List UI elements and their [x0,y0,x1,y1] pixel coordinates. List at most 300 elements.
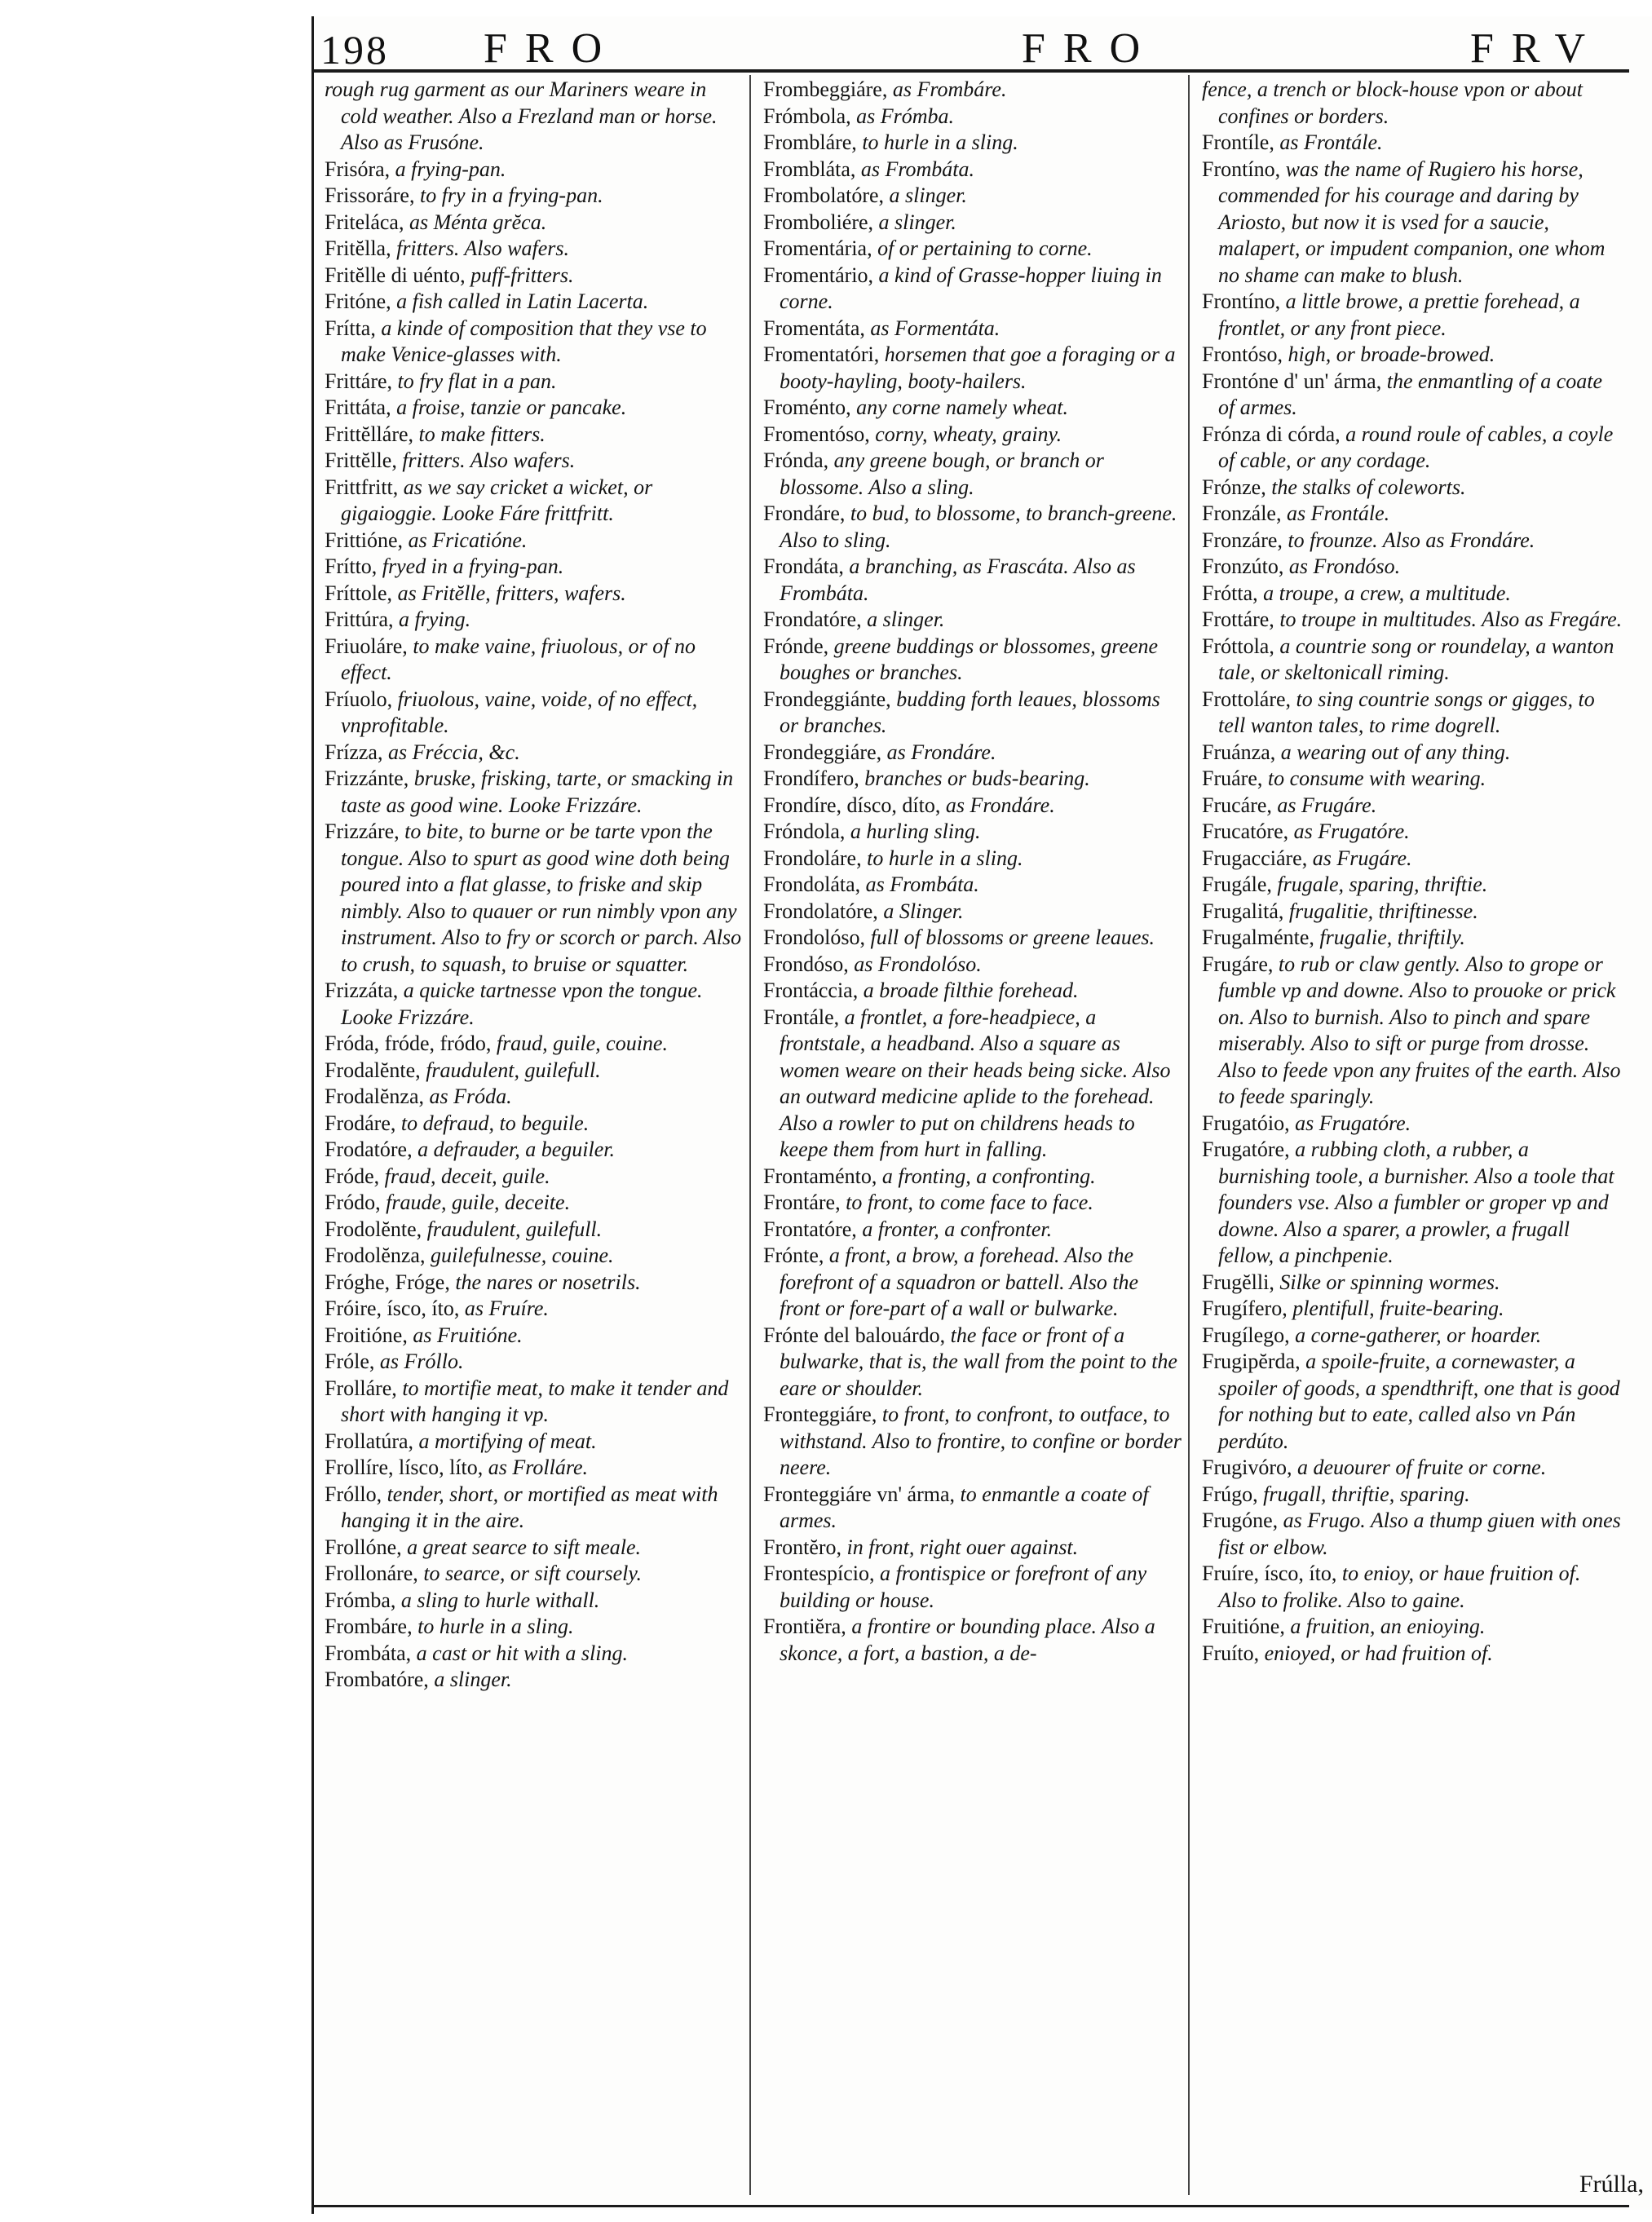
dictionary-entry [1202,342,1623,369]
entry-definition: the face or front of a bulwarke, that is, the wall from the point to the eare or shoulder. [780,1323,1177,1400]
entry-headword: Frondolatóre, [763,899,878,923]
dictionary-entry [763,1190,1184,1217]
entry-headword: Frissoráre, [325,183,415,207]
entry-headword: Frontíno, [1202,157,1281,181]
entry-headword: Fruíre, ísco, íto, [1202,1562,1337,1585]
dictionary-entry [1202,554,1623,581]
entry-headword: Frónde, [763,634,829,658]
entry-headword: Frodolĕnte, [325,1217,422,1241]
entry-definition: a countrie song or roundelay, a wanton tale, or skeltonicall riming. [1218,634,1614,684]
entry-definition: as Frugáre. [1312,846,1412,870]
dictionary-entry [325,448,745,475]
entry-headword: Fromentóso, [763,422,870,446]
entry-headword: Fritĕlla, [325,236,391,260]
dictionary-entry [763,1561,1184,1614]
entry-definition: Silke or spinning wormes. [1279,1270,1500,1294]
entry-definition: to searce, or sift coursely. [423,1562,642,1585]
dictionary-entry [1202,952,1623,1111]
dictionary-entry [325,607,745,634]
entry-definition: a slinger. [878,210,956,234]
entry-definition: fence, a trench or block-house vpon or about confines or borders. [1202,77,1583,128]
entry-headword: Frugífero, [1202,1297,1288,1320]
entry-definition: a Slinger. [883,899,964,923]
dictionary-entry [325,528,745,554]
entry-definition: fraud, deceit, guile. [384,1164,550,1188]
entry-definition: as Ménta grĕca. [409,210,547,234]
entry-headword: Frucatóre, [1202,819,1289,843]
entry-headword: Frodáre, [325,1111,396,1135]
entry-headword: Fronzále, [1202,501,1282,525]
entry-definition: as Frugatóre. [1295,1111,1411,1135]
dictionary-entry [763,793,1184,819]
entry-headword: Friuoláre, [325,634,408,658]
entry-definition: as Fruitióne. [413,1323,523,1347]
dictionary-entry [763,157,1184,183]
dictionary-entry [1202,925,1623,952]
entry-headword: Frugalitá, [1202,899,1284,923]
dictionary-entry [325,1296,745,1323]
entry-definition: as Frondóso. [1288,554,1401,578]
entry-definition: a mortifying of meat. [418,1429,597,1453]
entry-headword: Fronteggiáre vn' árma, [763,1482,955,1506]
dictionary-entry [325,819,745,978]
entry-definition: as Frómba. [856,104,955,128]
dictionary-entry [325,1058,745,1084]
entry-headword: Frombláre, [763,130,857,154]
entry-definition: to enioy, or haue fruition of. Also to frolike. Also to gaine. [1218,1562,1581,1612]
entry-definition: a front, a brow, a forehead. Also the forefront of a squadron or battell. Also the front or fore-part of a wall or bulwarke. [780,1244,1139,1320]
entry-headword: Frugílego, [1202,1323,1290,1347]
entry-definition: a slinger. [867,607,945,631]
entry-definition: as Frondáre. [886,740,996,764]
entry-headword: Frucáre, [1202,793,1272,817]
entry-definition: fritters. Also wafers. [396,236,569,260]
entry-headword: Frodalĕnte, [325,1058,421,1082]
dictionary-entry [1202,501,1623,528]
dictionary-entry [325,1588,745,1615]
header-guide-right: FRV [1470,25,1603,72]
dictionary-entry [763,1217,1184,1244]
dictionary-entry [325,634,745,687]
entry-definition: a kinde of composition that they vse to make Venice-glasses with. [341,316,707,366]
dictionary-entry [763,448,1184,501]
entry-definition: to hurle in a sling. [867,846,1023,870]
entry-definition: to consume with wearing. [1267,766,1486,790]
entry-headword: Frugále, [1202,872,1272,896]
entry-definition: a sling to hurle withall. [400,1588,600,1612]
entry-definition: as Frugáre. [1277,793,1377,817]
entry-headword: Frómba, [325,1588,396,1612]
entry-headword: Frondeggiáre, [763,740,882,764]
dictionary-entry [325,1561,745,1588]
catchword: Frúlla, [1579,2171,1644,2198]
entry-definition: was the name of Rugiero his horse, commended for his courage and daring by Ariosto, but now it is vsed for a saucie, malapert, or impudent companion, one whom no shame can make to blush. [1218,157,1606,287]
entry-definition: to frounze. Also as Frondáre. [1288,528,1535,552]
entry-definition: to enmantle a coate of armes. [780,1482,1149,1532]
entry-definition: fritters. Also wafers. [402,448,576,472]
entry-headword: Frónte, [763,1244,824,1267]
dictionary-entry [325,1323,745,1350]
entry-definition: as Frolláre. [488,1456,589,1479]
entry-definition: as Frontále. [1286,501,1390,525]
dictionary-entry [763,1402,1184,1482]
dictionary-entry [1202,581,1623,607]
entry-definition: of or pertaining to corne. [877,236,1093,260]
page-rule-left [311,16,314,2214]
dictionary-entry [1202,1111,1623,1138]
entry-definition: as Fréccia, &c. [387,740,520,764]
dictionary-entry [325,1667,745,1694]
entry-headword: Frondolóso, [763,925,865,949]
dictionary-entry [325,1482,745,1535]
entry-definition: bruske, frisking, tarte, or smacking in taste as good wine. Looke Frizzáre. [341,766,734,817]
entry-definition: to hurle in a sling. [417,1615,574,1638]
entry-definition: to front, to confront, to outface, to withstand. Also to frontire, to confine or border neere. [780,1403,1182,1479]
entry-definition: a fronting, a confronting. [881,1164,1096,1188]
dictionary-entry [763,634,1184,687]
entry-definition: to front, to come face to face. [846,1191,1093,1214]
entry-definition: a fish called in Latin Lacerta. [396,289,649,313]
entry-definition: a frontlet, a fore-headpiece, a frontstale, a headband. Also a square as women weare on their heads being sicke. Also an outward medicine aplide to the forehead. Also a rowler to put on childrens heads to keepe them from hurt in falling. [780,1005,1171,1161]
dictionary-entry [763,77,1184,104]
dictionary-entry [1202,687,1623,740]
entry-definition: a defrauder, a beguiler. [417,1138,616,1161]
dictionary-entry [1202,1614,1623,1641]
entry-headword: Frottáre, [1202,607,1274,631]
dictionary-entry [763,766,1184,793]
entry-definition: as Frondolóso. [854,952,982,976]
entry-definition: fryed in a frying-pan. [382,554,564,578]
entry-headword: Frondífero, [763,766,859,790]
entry-definition: a corne-gatherer, or hoarder. [1295,1323,1542,1347]
dictionary-entry [1202,1323,1623,1350]
entry-headword: Frondóso, [763,952,849,976]
dictionary-entry [763,1164,1184,1191]
dictionary-entry [325,1031,745,1058]
entry-headword: Frizzáre, [325,819,400,843]
dictionary-entry [1202,634,1623,687]
dictionary-entry [325,1270,745,1297]
entry-headword: Fróire, ísco, íto, [325,1297,460,1320]
entry-headword: Frollíre, lísco, líto, [325,1456,484,1479]
dictionary-entry [763,104,1184,130]
entry-definition: any corne namely wheat. [856,395,1069,419]
dictionary-entry [763,740,1184,766]
dictionary-entry [763,1323,1184,1403]
entry-headword: Frugatóio, [1202,1111,1290,1135]
entry-definition: guilefulnesse, couine. [430,1244,614,1267]
entry-definition: to sing countrie songs or gigges, to tell wanton tales, to rime dogrell. [1218,687,1595,737]
column-divider [749,75,751,2195]
entry-definition: to make vaine, friuolous, or of no effect. [341,634,696,684]
entry-headword: Frittúra, [325,607,394,631]
entry-headword: Frombeggiáre, [763,77,888,101]
entry-headword: Fromentatóri, [763,342,880,366]
entry-headword: Froitióne, [325,1323,408,1347]
entry-definition: a quicke tartnesse vpon the tongue. Looke Frizzáre. [341,978,703,1029]
entry-headword: Frontatóre, [763,1217,857,1241]
entry-headword: Frondíre, dísco, díto, [763,793,941,817]
dictionary-entry [325,369,745,395]
dictionary-entry [325,395,745,422]
entry-headword: Frontaménto, [763,1164,877,1188]
dictionary-entry [1202,1508,1623,1561]
entry-definition: to defraud, to beguile. [400,1111,590,1135]
entry-definition: enioyed, or had fruition of. [1264,1641,1493,1665]
dictionary-entry [763,899,1184,925]
entry-definition: as Frugo. Also a thump giuen with ones fist or elbow. [1218,1509,1621,1559]
entry-headword: Frondatóre, [763,607,862,631]
entry-headword: Fromentáta, [763,316,865,340]
entry-definition: to rub or claw gently. Also to grope or fumble vp and downe. Also to prouoke or prick on. Also to burnish. Also to pinch and spare miserably. Also to sift or purge from drosse. Also to feede vpon any fruites of the earth. Also to feede sparingly. [1218,952,1621,1108]
dictionary-entry [325,1111,745,1138]
dictionary-entry [325,687,745,740]
dictionary-entry [763,501,1184,554]
dictionary-entry [1202,1455,1623,1482]
dictionary-entry [1202,740,1623,766]
page-rule-bottom [312,2205,1629,2207]
entry-headword: Frombatóre, [325,1668,429,1691]
entry-definition: as Fricatióne. [408,528,528,552]
entry-headword: Frónda, [763,448,829,472]
entry-headword: Frittĕlle, [325,448,397,472]
dictionary-entry [1202,766,1623,793]
entry-definition: high, or broade-browed. [1288,342,1495,366]
entry-definition: to mortifie meat, to make it tender and short with hanging it vp. [341,1376,729,1426]
dictionary-entry [325,475,745,528]
dictionary-entry [325,581,745,607]
entry-definition: as we say cricket a wicket, or gigaioggie. Looke Fáre frittfritt. [341,475,653,525]
dictionary-entry [1202,793,1623,819]
dictionary-entry [325,766,745,819]
entry-definition: as Frondáre. [945,793,1055,817]
entry-headword: Frombolatóre, [763,183,885,207]
entry-definition: as Frontále. [1279,130,1383,154]
dictionary-entry [325,183,745,210]
entry-definition: to bite, to burne or be tarte vpon the tongue. Also to spurt as good wine doth being poured into a flat glasse, to friske and skip nimbly. Also to quauer or run nimbly vpon any instrument. Also to fry or scorch or parch. Also to crush, to squash, to bruise or squatter. [341,819,742,976]
entry-definition: branches or buds-bearing. [864,766,1090,790]
dictionary-entry [1202,77,1623,130]
entry-definition: frugale, sparing, thriftie. [1277,872,1488,896]
dictionary-entry [325,1376,745,1429]
entry-headword: Frízza, [325,740,383,764]
entry-definition: a slinger. [889,183,967,207]
dictionary-entry [763,846,1184,872]
entry-definition: to bud, to blossome, to branch-greene. Also to sling. [780,501,1177,552]
entry-headword: Frontáccia, [763,978,859,1002]
dictionary-entry [763,183,1184,210]
entry-headword: Frizzánte, [325,766,409,790]
dictionary-entry [325,210,745,236]
dictionary-entry [1202,130,1623,157]
dictionary-entry [325,289,745,316]
entry-definition: fraud, guile, couine. [496,1031,668,1055]
entry-definition: a spoile-fruite, a cornewaster, a spoiler of goods, a spendthrift, one that is good for nothing but to eate, called also vn Pán perdúto. [1218,1350,1620,1453]
entry-headword: Frottoláre, [1202,687,1292,711]
entry-headword: Frondoláre, [763,846,862,870]
entry-headword: Frugalménte, [1202,925,1314,949]
entry-headword: Fronteggiáre, [763,1403,877,1426]
dictionary-entry [325,740,745,766]
entry-headword: Frodatóre, [325,1138,413,1161]
entry-headword: Frontóne d' un' árma, [1202,369,1382,393]
dictionary-entry [763,1005,1184,1164]
dictionary-entry [325,1190,745,1217]
dictionary-entry [325,263,745,289]
entry-headword: Fróghe, Fróge, [325,1270,450,1294]
entry-headword: Frontiĕra, [763,1615,846,1638]
entry-headword: Fródo, [325,1191,381,1214]
entry-headword: Frontáre, [763,1191,841,1214]
entry-definition: as Frombáta. [865,872,979,896]
entry-headword: Frugóne, [1202,1509,1279,1532]
entry-definition: puff-fritters. [470,263,574,287]
entry-definition: as Frugatóre. [1293,819,1410,843]
dictionary-column-3 [1202,77,1623,1667]
dictionary-entry [763,952,1184,978]
entry-headword: Frombáta, [325,1641,412,1665]
dictionary-entry [763,872,1184,899]
dictionary-entry [1202,819,1623,846]
entry-headword: Frondeggiánte, [763,687,891,711]
entry-headword: Frontíle, [1202,130,1274,154]
dictionary-entry [1202,1641,1623,1668]
dictionary-entry [1202,157,1623,289]
entry-headword: Fronzúto, [1202,554,1284,578]
entry-headword: Frómbola, [763,104,851,128]
entry-headword: Fróttola, [1202,634,1274,658]
dictionary-entry [325,1217,745,1244]
dictionary-entry [1202,1296,1623,1323]
entry-definition: friuolous, vaine, voide, of no effect, vnprofitable. [341,687,698,737]
entry-headword: Frollatúra, [325,1429,414,1453]
entry-headword: Friteláca, [325,210,404,234]
entry-headword: Frugatóre, [1202,1138,1290,1161]
entry-headword: Frontíno, [1202,289,1281,313]
entry-headword: Frombáre, [325,1615,413,1638]
dictionary-entry [763,1482,1184,1535]
entry-definition: to fry flat in a pan. [397,369,557,393]
dictionary-entry [325,1164,745,1191]
entry-headword: Frodolĕnza, [325,1244,426,1267]
entry-definition: full of blossoms or greene leaues. [870,925,1155,949]
entry-headword: Fruíto, [1202,1641,1260,1665]
dictionary-entry [1202,1561,1623,1614]
entry-headword: Frizzáta, [325,978,399,1002]
dictionary-entry [325,1137,745,1164]
entry-headword: Frittióne, [325,528,404,552]
entry-definition: to hurle in a sling. [862,130,1018,154]
dictionary-entry [763,819,1184,846]
dictionary-entry [763,210,1184,236]
entry-definition: a fronter, a confronter. [862,1217,1053,1241]
entry-headword: Frítta, [325,316,376,340]
dictionary-entry [325,1535,745,1562]
entry-headword: Frontóso, [1202,342,1283,366]
entry-headword: Fruáre, [1202,766,1263,790]
entry-headword: Frittáre, [325,369,393,393]
entry-definition: fraudulent, guilefull. [426,1217,603,1241]
column-divider [1188,75,1190,2195]
entry-headword: Frítto, [325,554,378,578]
entry-definition: greene buddings or blossomes, greene boughes or branches. [780,634,1159,684]
entry-definition: frugalie, thriftily. [1319,925,1465,949]
entry-headword: Frontĕro, [763,1535,842,1559]
entry-definition: rough rug garment as our Mariners weare in cold weather. Also a Frezland man or horse. Also as Frusóne. [325,77,718,154]
dictionary-entry [1202,475,1623,501]
dictionary-entry [1202,1349,1623,1455]
dictionary-entry [1202,1270,1623,1297]
entry-definition: as Fruíre. [464,1297,549,1320]
entry-headword: Fritóne, [325,289,391,313]
dictionary-entry [763,925,1184,952]
entry-headword: Frontále, [763,1005,840,1029]
entry-definition: the nares or nosetrils. [455,1270,641,1294]
entry-headword: Frugivóro, [1202,1456,1292,1479]
entry-headword: Frugipĕrda, [1202,1350,1301,1373]
entry-headword: Fromentária, [763,236,872,260]
dictionary-entry [763,422,1184,448]
entry-definition: to troupe in multitudes. Also as Fregáre. [1279,607,1623,631]
dictionary-entry [763,342,1184,395]
entry-headword: Frodalĕnza, [325,1084,425,1108]
entry-definition: a frontire or bounding place. Also a skonce, a fort, a bastion, a de- [780,1615,1155,1665]
entry-definition: budding forth leaues, blossoms or branches. [780,687,1160,737]
entry-definition: the enmantling of a coate of armes. [1218,369,1602,419]
dictionary-column-2 [763,77,1184,1667]
entry-headword: Frontespício, [763,1562,875,1585]
entry-definition: as Fróllo. [379,1350,464,1373]
entry-headword: Frondoláta, [763,872,861,896]
running-header [312,18,1629,73]
entry-headword: Fromentário, [763,263,874,287]
entry-headword: Frisóra, [325,157,391,181]
dictionary-entry [1202,846,1623,872]
entry-definition: in front, right ouer against. [846,1535,1079,1559]
entry-headword: Frittĕlláre, [325,422,414,446]
dictionary-entry [325,1641,745,1668]
page-number: 198 [320,27,389,73]
entry-definition: a broade filthie forehead. [863,978,1079,1002]
dictionary-entry [325,236,745,263]
entry-headword: Frollóne, [325,1535,402,1559]
entry-definition: as Frombáre. [892,77,1007,101]
entry-headword: Fruánza, [1202,740,1276,764]
entry-headword: Frónte del balouárdo, [763,1323,946,1347]
entry-definition: to fry in a frying-pan. [419,183,603,207]
entry-definition: to make fitters. [418,422,546,446]
entry-headword: Frugáre, [1202,952,1274,976]
dictionary-entry [325,157,745,183]
entry-definition: a little browe, a prettie forehead, a frontlet, or any front piece. [1218,289,1580,340]
entry-headword: Fromboliére, [763,210,874,234]
dictionary-entry [763,1243,1184,1323]
dictionary-entry [763,1614,1184,1667]
dictionary-entry [325,1614,745,1641]
dictionary-entry [1202,1482,1623,1509]
dictionary-entry [325,1455,745,1482]
entry-definition: as Formentáta. [870,316,1000,340]
entry-definition: a frying-pan. [395,157,506,181]
entry-headword: Fróle, [325,1350,375,1373]
entry-definition: horsemen that goe a foraging or a booty-hayling, booty-hailers. [780,342,1176,393]
entry-definition: a round roule of cables, a coyle of cable, or any cordage. [1218,422,1614,472]
entry-headword: Frugacciáre, [1202,846,1308,870]
dictionary-entry [325,978,745,1031]
dictionary-entry [1202,607,1623,634]
dictionary-entry [763,687,1184,740]
header-guide-center: FRO [1022,25,1159,72]
